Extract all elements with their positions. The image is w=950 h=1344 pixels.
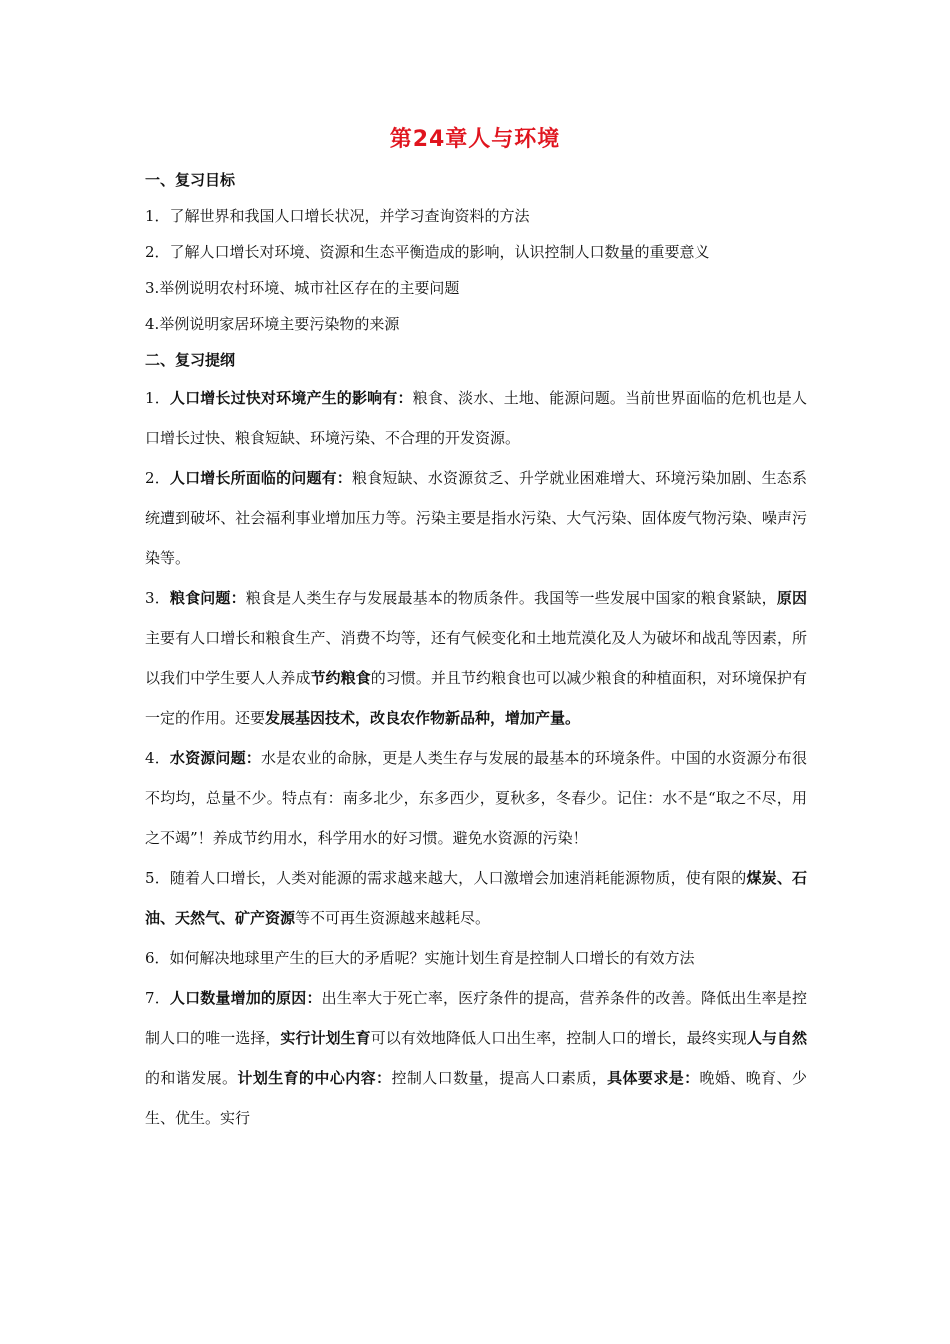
body-text: 随着人口增长，人类对能源的需求越来越大，人口激增会加速消耗能源物质，使有限的 — [169, 869, 747, 887]
bold-phrase: 节约粮食 — [310, 669, 371, 687]
body-text: 粮食是人类生存与发展最基本的物质条件。我国等一些发展中国家的粮食紧缺， — [245, 589, 777, 607]
outline-paragraph-3 — [145, 578, 807, 738]
item-number: 5． — [145, 869, 170, 887]
bold-phrase: 具体要求是： — [607, 1069, 700, 1087]
item-number: 4． — [145, 749, 170, 767]
bold-phrase: 粮食问题： — [169, 589, 246, 607]
outline-paragraph-2 — [145, 458, 807, 578]
item-number: 1． — [145, 389, 170, 407]
goal-item: 2．了解人口增长对环境、资源和生态平衡造成的影响，认识控制人口数量的重要意义 — [145, 243, 710, 261]
body-text: 出生率大于死亡率，医疗条件的提高，营养条件的改善。降低出生率是控制人口的唯一选择， — [145, 989, 807, 1047]
body-text: 控制人口数量，提高人口素质， — [391, 1069, 608, 1087]
item-number: 6． — [145, 949, 170, 967]
body-text: 的习惯。并且节约粮食也可以减少粮食的种植面积，对环境保护有一定的作用。还要 — [145, 669, 807, 727]
bold-phrase: 计划生育的中心内容： — [237, 1069, 392, 1087]
section-heading-review-goals: 一、复习目标 — [145, 171, 236, 189]
bold-phrase: 煤炭、石油、天然气、矿产资源 — [145, 869, 807, 927]
body-text: 晚婚、晚育、少生、优生。实行 — [145, 1069, 807, 1127]
bold-phrase: 人口数量增加的原因： — [169, 989, 322, 1007]
document-body — [145, 162, 807, 1138]
section-heading-review-outline: 二、复习提纲 — [145, 351, 236, 369]
item-number: 7． — [145, 989, 170, 1007]
outline-paragraph-5 — [145, 858, 807, 938]
outline-paragraph-1 — [145, 378, 807, 458]
bold-phrase: 原因 — [776, 589, 807, 607]
outline-paragraph-7 — [145, 978, 807, 1138]
body-text: 等不可再生资源越来越耗尽。 — [295, 909, 491, 927]
bold-phrase: 人口增长过快对环境产生的影响有： — [169, 389, 413, 407]
body-text: 可以有效地降低人口出生率，控制人口的增长，最终实现 — [370, 1029, 747, 1047]
bold-phrase: 人与自然 — [746, 1029, 807, 1047]
item-number: 2． — [145, 469, 170, 487]
body-text: 的和谐发展。 — [145, 1069, 238, 1087]
outline-paragraph-4 — [145, 738, 807, 858]
body-text: 粮食、淡水、土地、能源问题。当前世界面临的危机也是人口增长过快、粮食短缺、环境污染、不合理的开发资源。 — [145, 389, 807, 447]
body-text: 主要有人口增长和粮食生产、消费不均等，还有气候变化和土地荒漠化及人为破坏和战乱等因素，所以我们中学生要人人养成 — [145, 629, 807, 687]
item-number: 3． — [145, 589, 170, 607]
outline-paragraph-6 — [145, 938, 807, 978]
bold-phrase: 发展基因技术，改良农作物新品种，增加产量。 — [265, 709, 581, 727]
body-text: 水是农业的命脉，更是人类生存与发展的最基本的环境条件。中国的水资源分布很不均均，总量不少。特点有：南多北少，东多西少，夏秋多，冬春少。记住：水不是“取之不尽，用之不竭”！养成节约用水，科学用水的好习惯。避免水资源的污染！ — [145, 749, 807, 847]
goal-item: 3.举例说明农村环境、城市社区存在的主要问题 — [145, 279, 460, 297]
bold-phrase: 人口增长所面临的问题有： — [169, 469, 352, 487]
body-text: 如何解决地球里产生的巨大的矛盾呢？实施计划生育是控制人口增长的有效方法 — [169, 949, 695, 967]
bold-phrase: 水资源问题： — [169, 749, 261, 767]
bold-phrase: 实行计划生育 — [280, 1029, 371, 1047]
body-text: 粮食短缺、水资源贫乏、升学就业困难增大、环境污染加剧、生态系统遭到破坏、社会福利事业增加压力等。污染主要是指水污染、大气污染、固体废气物污染、噪声污染等。 — [145, 469, 807, 567]
page-title: 第24章人与环境 — [389, 127, 561, 152]
goal-item: 1．了解世界和我国人口增长状况，并学习查询资料的方法 — [145, 207, 530, 225]
goal-item: 4.举例说明家居环境主要污染物的来源 — [145, 315, 400, 333]
